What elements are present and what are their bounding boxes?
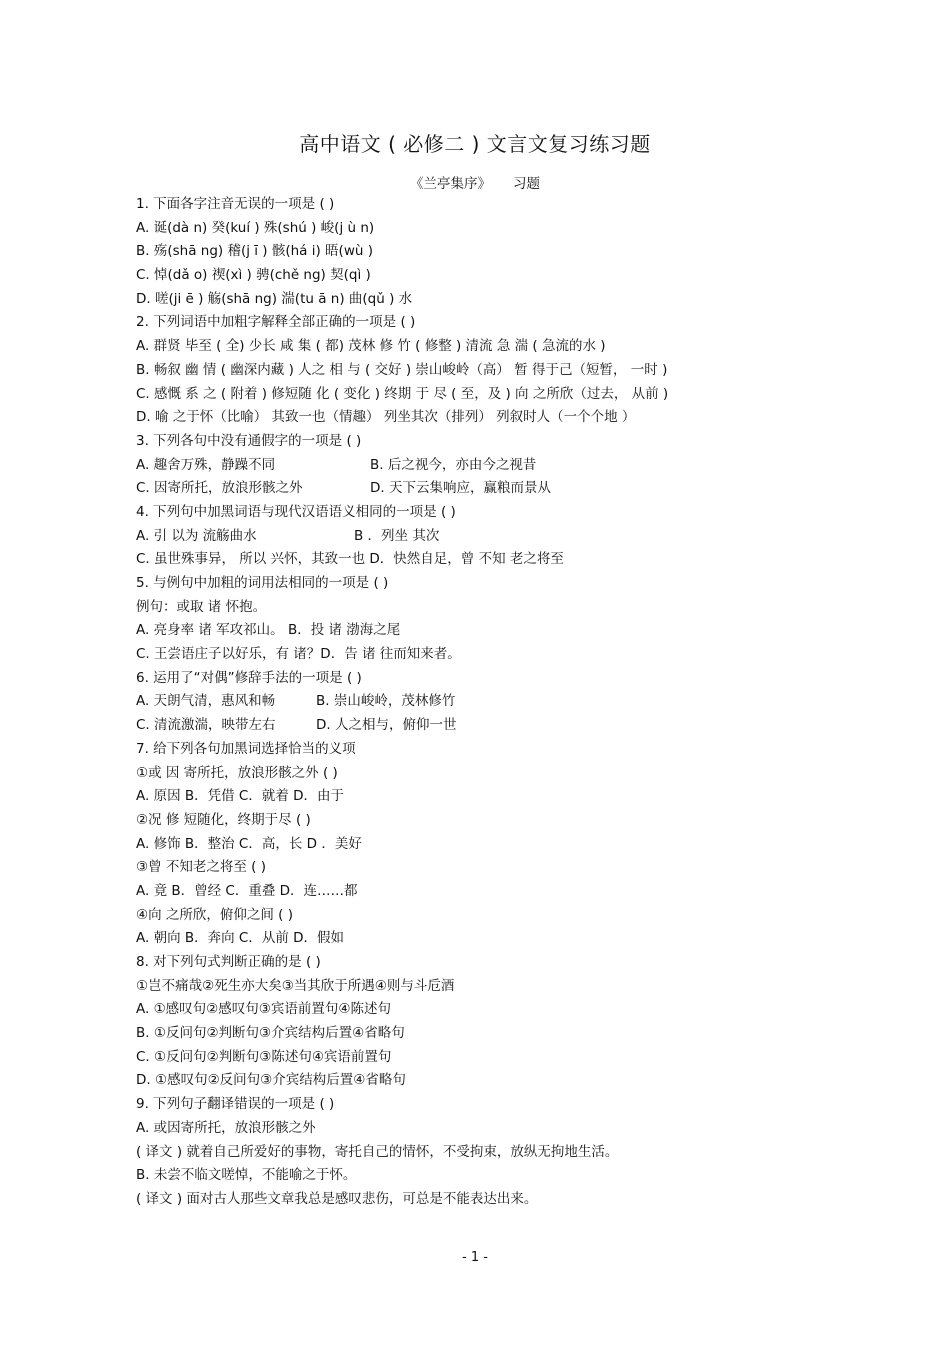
text-line: A. 或因寄所托，放浪形骸之外 (136, 1119, 316, 1136)
text-line: 6. 运用了“对偶”修辞手法的一项是 ( ) (136, 669, 362, 686)
text-line: B. 畅叙 幽 情 ( 幽深内藏 ) 人之 相 与 ( 交好 ) 崇山峻岭（高） 暂 得于己（短暂， 一时 ) (136, 361, 668, 378)
text-line: ③曾 不知老之将至 ( ) (136, 859, 267, 876)
text-line: C. 悼(dǎ o) 禊(xì ) 骋(chě ng) 契(qì ) (136, 267, 371, 284)
question-list (136, 193, 856, 1212)
option-a: A. 引 以为 流觞曲水 (136, 527, 257, 544)
text-line: A. 原因 B．凭借 C．就着 D．由于 (136, 788, 345, 805)
option-b: B. 后之视今，亦由今之视昔 (370, 456, 537, 473)
text-line: 例句：或取 诸 怀抱。 (136, 598, 267, 615)
option-pair (136, 477, 856, 501)
text-line: ( 译文 ) 面对古人那些文章我总是感叹悲伤，可总是不能表达出来。 (136, 1190, 538, 1207)
section-name: 《兰亭集序》 (410, 176, 491, 192)
text-line: A. 朝向 B．奔向 C．从前 D．假如 (136, 930, 345, 947)
text-line: 3. 下列各句中没有通假字的一项是 ( ) (136, 432, 362, 449)
text-line: 1. 下面各字注音无误的一项是 ( ) (136, 196, 335, 212)
text-line: 4. 下列句中加黑词语与现代汉语语义相同的一项是 ( ) (136, 503, 456, 520)
text-line: B. 殇(shā ng) 稽(j ī ) 骸(há i) 晤(wù ) (136, 243, 373, 260)
text-line: A. 竟 B．曾经 C．重叠 D．连……都 (136, 882, 358, 899)
text-line: ①岂不痛哉②死生亦大矣③当其欣于所遇④则与斗卮酒 (136, 977, 455, 994)
page-title: 高中语文 ( 必修二 ) 文言文复习练习题 (299, 132, 651, 156)
option-c: C. 因寄所托，放浪形骸之外 (136, 480, 303, 497)
text-line: D. ①感叹句②反问句③介宾结构后置④省略句 (136, 1072, 406, 1089)
text-line: C. 感慨 系 之 ( 附着 ) 修短随 化 ( 变化 ) 终期 于 尽 ( 至，及 ) 向 之所欣（过去， 从前 ) (136, 385, 669, 402)
option-pair (136, 714, 856, 738)
option-b: B ．列坐 其次 (354, 527, 440, 544)
text-line: ④向 之所欣，俯仰之间 ( ) (136, 906, 294, 923)
option-b: B. 崇山峻岭，茂林修竹 (316, 693, 456, 710)
text-line: 7. 给下列各句加黑词选择恰当的义项 (136, 740, 356, 757)
option-d: D. 人之相与，俯仰一世 (316, 717, 457, 734)
text-line: ②况 修 短随化，终期于尽 ( ) (136, 811, 311, 828)
page-number: - 1 - (462, 1250, 488, 1265)
text-line: C. 虽世殊事异， 所以 兴怀，其致一也 D．快然自足，曾 不知 老之将至 (136, 551, 564, 568)
text-line: D. 嗟(ji ē ) 觞(shā ng) 湍(tu ā n) 曲(qǔ ) 水 (136, 290, 413, 307)
option-pair (136, 690, 856, 714)
option-d: D. 天下云集响应，赢粮而景从 (370, 480, 551, 497)
text-line: A. ①感叹句②感叹句③宾语前置句④陈述句 (136, 1001, 391, 1018)
text-line: 9. 下列句子翻译错误的一项是 ( ) (136, 1096, 335, 1113)
option-pair (136, 525, 856, 549)
text-line: C. ①反问句②判断句③陈述句④宾语前置句 (136, 1048, 392, 1065)
text-line: 2. 下列词语中加粗字解释全部正确的一项是 ( ) (136, 314, 416, 331)
text-line: D. 喻 之于怀（比喻） 其致一也（情趣） 列坐其次（排列） 列叙时人（一个个地 ） (136, 409, 636, 426)
text-line: A. 亮身率 诸 军攻祁山。 B．投 诸 渤海之尾 (136, 622, 401, 639)
text-line: A. 诞(dà n) 癸(kuí ) 殊(shú ) 峻(j ù n) (136, 219, 375, 236)
option-a: A. 天朗气清，惠风和畅 (136, 693, 276, 710)
option-a: A. 趣舍万殊，静躁不同 (136, 456, 276, 473)
text-line: A. 修饰 B．整治 C．高，长 D ．美好 (136, 835, 362, 852)
text-line: A. 群贤 毕至 ( 全) 少长 咸 集 ( 都) 茂林 修 竹 ( 修整 ) 清流 急 湍 ( 急流的水 ) (136, 338, 606, 355)
text-line: ( 译文 ) 就着自己所爱好的事物，寄托自己的情怀，不受拘束，放纵无拘地生活。 (136, 1143, 619, 1160)
text-line: 8. 对下列句式判断正确的是 ( ) (136, 954, 321, 970)
section-subtitle (0, 172, 950, 192)
option-c: C. 清流激湍，映带左右 (136, 717, 276, 734)
text-line: ①或 因 寄所托，放浪形骸之外 ( ) (136, 764, 338, 781)
text-line: 5. 与例句中加粗的词用法相同的一项是 ( ) (136, 575, 389, 591)
text-line: C. 王尝语庄子以好乐，有 诸？D．告 诸 往而知来者。 (136, 646, 461, 663)
section-suffix: 习题 (513, 176, 540, 192)
text-line: B. 未尝不临文嗟悼，不能喻之于怀。 (136, 1167, 357, 1184)
option-pair (136, 454, 856, 478)
text-line: B. ①反问句②判断句③介宾结构后置④省略句 (136, 1025, 405, 1042)
